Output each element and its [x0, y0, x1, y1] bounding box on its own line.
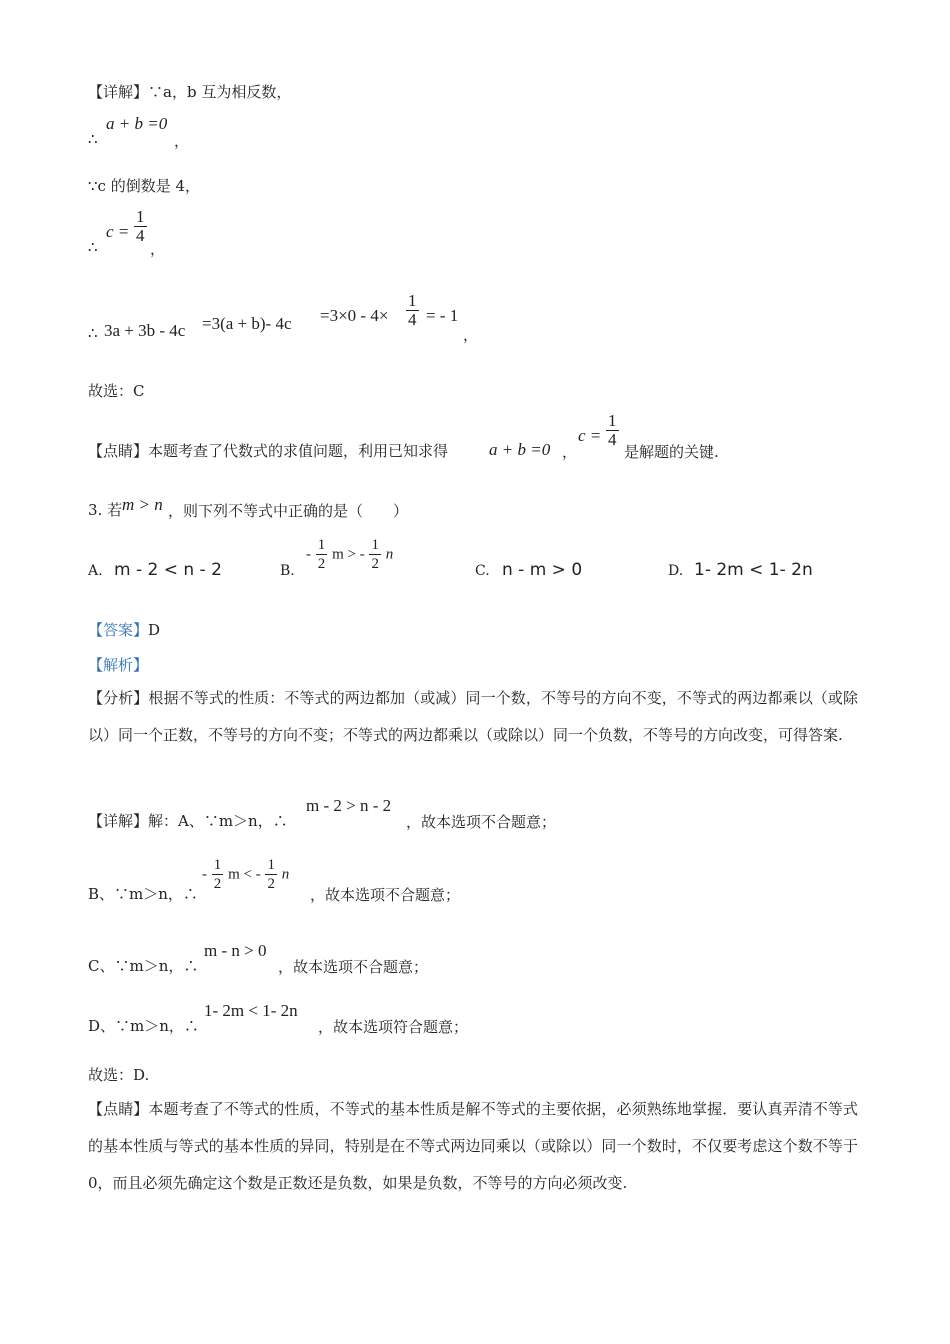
option-b-label: B.	[280, 563, 295, 579]
equation-factor: =3(a + b)- 4c	[202, 314, 292, 333]
detail-b-n: n	[281, 866, 290, 883]
detail-b-pre: B、∵m＞n，∴	[88, 885, 198, 903]
detail-line-1	[88, 82, 291, 102]
summary-2: 【点睛】本题考查了不等式的性质，不等式的基本性质是解不等式的主要依据，必须熟练地掌握．要认真弄清不等式的基本性质与等式的基本性质的异同，特别是在不等式两边同乘以（或除以）同一个数时，不仅要考虑这个数不等于0，而且必须先确定这个数是正数还是负数，如果是负数，不等号的方向必须改变.	[88, 1100, 858, 1192]
detail-c-post: ，故本选项不合题意；	[278, 958, 429, 976]
frac-num: 1	[213, 857, 222, 873]
detail-b-middle: m < -	[228, 866, 261, 883]
frac-num: 1	[408, 291, 417, 310]
answer-line	[88, 620, 160, 640]
comma-2: ，	[150, 240, 166, 258]
frac-num: 1	[267, 857, 275, 873]
option-b[interactable]	[306, 536, 393, 573]
equation-result: = - 1	[426, 306, 459, 325]
frac-den: 4	[408, 310, 417, 329]
detail-a-post: ，故本选项不合题意；	[406, 813, 557, 831]
frac-den: 4	[136, 226, 145, 245]
option-a[interactable]: m - 2 < n - 2	[114, 560, 222, 580]
frac-den: 4	[608, 430, 617, 449]
option-b-middle: m > -	[332, 546, 365, 563]
question-text: ，则下列不等式中正确的是（ ）	[168, 502, 409, 520]
answer-value: D	[148, 621, 161, 639]
detail-b-post: ，故本选项不合题意；	[310, 886, 461, 904]
frac-den: 2	[213, 876, 222, 892]
comma-4: ，	[562, 443, 578, 461]
option-d-label: D.	[668, 563, 684, 579]
fraction-one-fourth	[134, 208, 147, 245]
equation-c-eq: c =	[106, 222, 130, 241]
fraction-one-fourth-2	[406, 292, 419, 329]
frac-den: 2	[317, 556, 326, 572]
frac-num: 1	[136, 207, 145, 226]
choose-c: 故选：C	[88, 382, 145, 400]
summary-eq-a-plus-b: a + b =0	[489, 440, 551, 459]
answer-label: 【答案】	[88, 621, 149, 639]
question-number: 3. 若	[88, 501, 123, 519]
reciprocal-line: ∵c 的倒数是 4，	[88, 177, 201, 195]
summary-c-eq: c =	[578, 426, 602, 445]
detail-d-eq: 1- 2m < 1- 2n	[204, 1001, 298, 1020]
equation-a-plus-b: a + b =0	[106, 114, 168, 133]
analysis-label: 【解析】	[88, 656, 149, 674]
detail-b-eq	[202, 856, 289, 893]
frac-num: 1	[317, 537, 326, 553]
therefore-symbol: ∴	[88, 130, 98, 148]
question-3	[88, 500, 122, 520]
option-d[interactable]: 1- 2m < 1- 2n	[694, 560, 813, 580]
comma: ，	[174, 132, 190, 150]
frac-den: 2	[267, 876, 275, 892]
choose-d: 故选：D.	[88, 1066, 150, 1084]
detail-d-pre: D、∵m＞n，∴	[88, 1017, 199, 1035]
equation-substitute: =3×0 - 4×	[320, 306, 389, 325]
option-b-n: n	[385, 546, 394, 563]
detail-d-post: ，故本选项符合题意；	[318, 1018, 469, 1036]
detail-b-minus: -	[202, 866, 207, 883]
therefore-symbol-2: ∴	[88, 238, 98, 256]
frac-num: 1	[371, 537, 379, 553]
fraction-one-fourth-3	[606, 412, 619, 449]
question-condition: m > n	[122, 495, 163, 514]
frac-den: 2	[371, 556, 379, 572]
detail-text: a，b 互为相反数，	[163, 83, 292, 101]
therefore-symbol-3: ∴	[88, 324, 98, 342]
summary-1-end: 是解题的关键.	[624, 443, 719, 461]
detail-c-pre: C、∵m＞n，∴	[88, 957, 199, 975]
detail-c-eq: m - n > 0	[204, 941, 267, 960]
option-c-label: C.	[475, 563, 490, 579]
option-b-minus: -	[306, 546, 311, 563]
comma-3: ，	[463, 326, 479, 344]
summary-1-text: 【点睛】本题考查了代数式的求值问题，利用已知求得	[88, 442, 449, 460]
detail-a-eq: m - 2 > n - 2	[306, 796, 392, 815]
option-a-label: A.	[88, 563, 103, 579]
frac-num: 1	[608, 411, 617, 430]
summary-1	[88, 441, 448, 461]
detail-a-pre: 【详解】解：A、∵m＞n，∴	[88, 812, 288, 830]
equation-3a3b4c: 3a + 3b - 4c	[104, 321, 186, 340]
detail-label: 【详解】∵	[88, 83, 164, 101]
analysis-paragraph: 【分析】根据不等式的性质：不等式的两边都加（或减）同一个数，不等号的方向不变，不等式的两边都乘以（或除以）同一个正数，不等号的方向不变；不等式的两边都乘以（或除以）同一个负数，不等号的方向改变，可得答案.	[88, 689, 858, 744]
option-c[interactable]: n - m > 0	[502, 560, 583, 580]
